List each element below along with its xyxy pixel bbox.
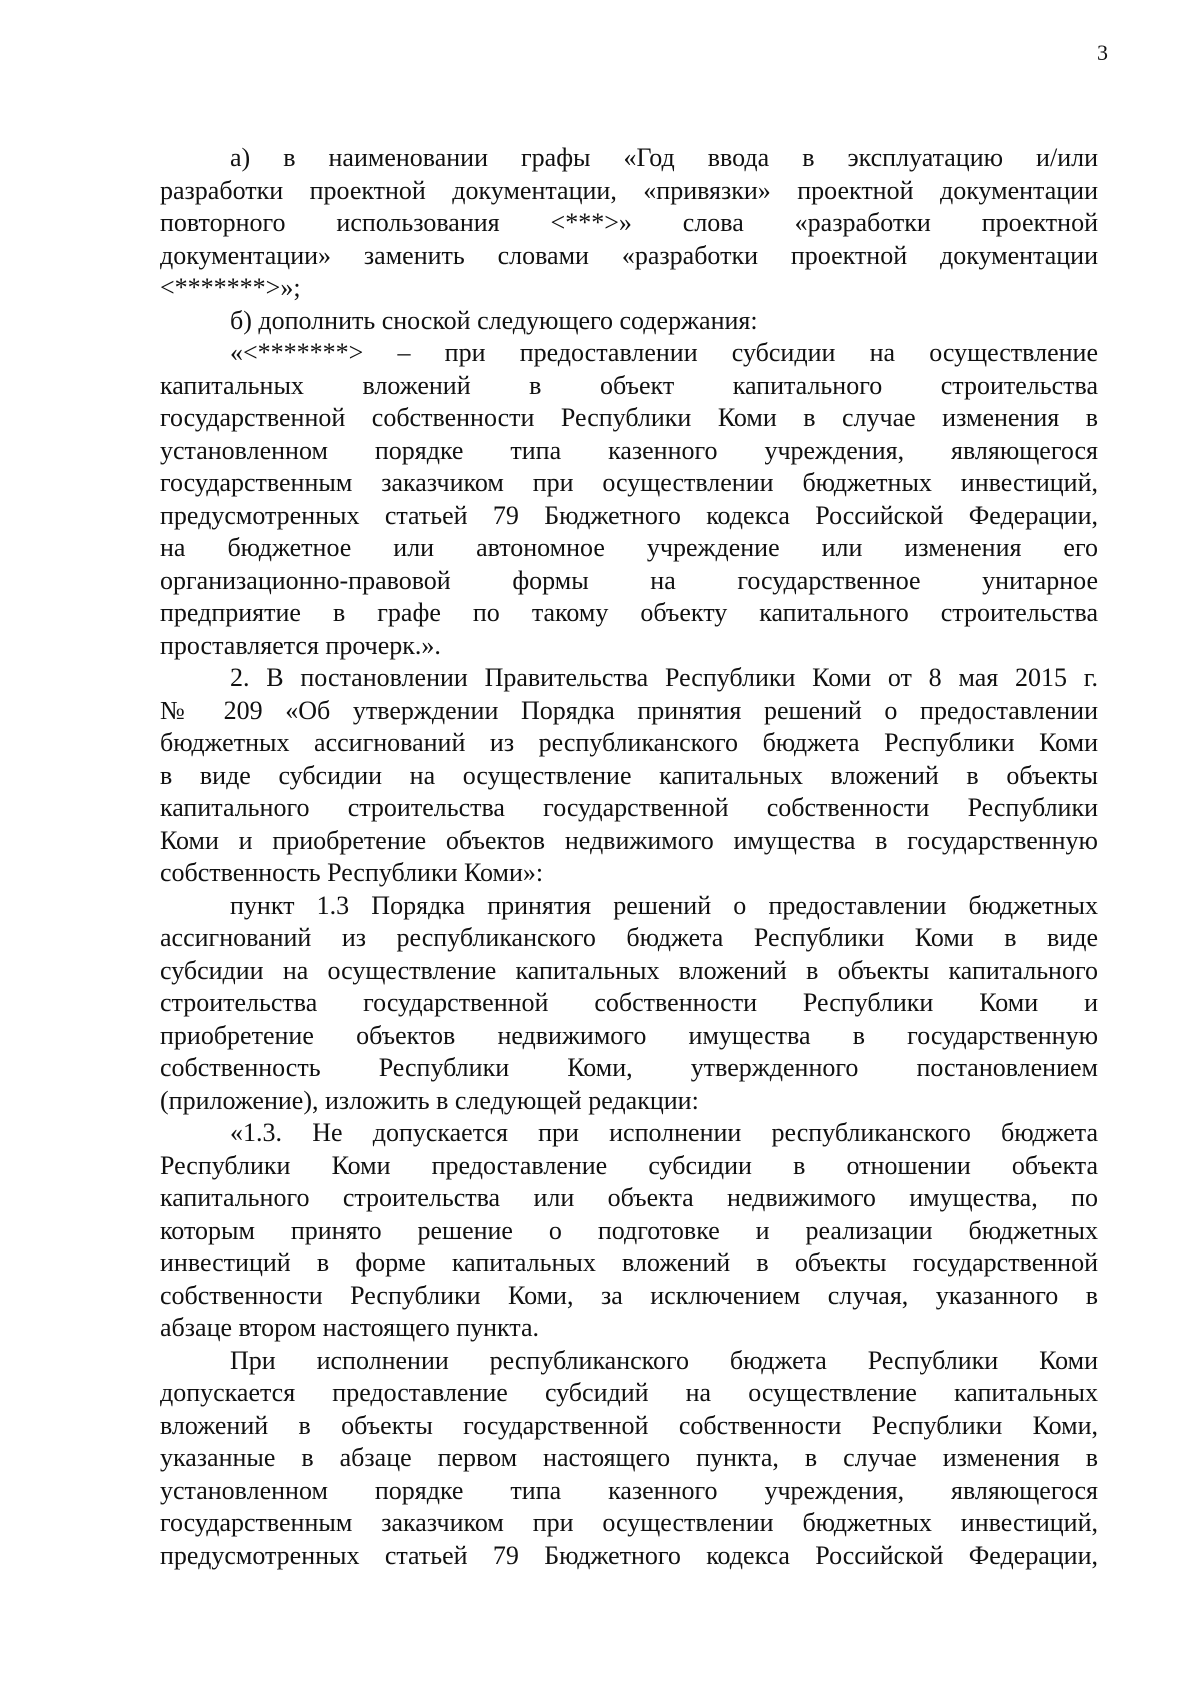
text-line: При исполнении республиканского бюджета Республики Коми bbox=[230, 1345, 1098, 1375]
text-line: приобретение объектов недвижимого имущества в государственную bbox=[160, 1020, 1098, 1050]
paragraph-b bbox=[160, 305, 1098, 338]
text-line: Республики Коми предоставление субсидии в отношении объекта bbox=[160, 1150, 1098, 1180]
text-line: документации» заменить словами «разработки проектной документации bbox=[160, 240, 1098, 270]
text-line: бюджетных ассигнований из республиканского бюджета Республики Коми bbox=[160, 728, 1098, 757]
text-line: собственности Республики Коми, за исключением случая, указанного в bbox=[160, 1280, 1098, 1310]
text-line: повторного использования <***>» слова «разработки проектной bbox=[160, 208, 1098, 237]
text-line: абзаце втором настоящего пункта. bbox=[160, 1313, 540, 1342]
text-line: собственность Республики Коми»: bbox=[160, 858, 544, 887]
text-line: собственность Республики Коми, утвержденного постановлением bbox=[160, 1053, 1098, 1082]
text-line: «1.3. Не допускается при исполнении республиканского бюджета bbox=[230, 1118, 1098, 1147]
text-line: допускается предоставление субсидий на осуществление капитальных bbox=[160, 1378, 1098, 1407]
text-line: ассигнований из республиканского бюджета Республики Коми в виде bbox=[160, 923, 1098, 952]
text-line: (приложение), изложить в следующей редакции: bbox=[160, 1085, 699, 1115]
text-line: предприятие в графе по такому объекту капитального строительства bbox=[160, 598, 1098, 627]
document-body bbox=[160, 142, 1098, 1572]
text-line: в виде субсидии на осуществление капитальных вложений в объекты bbox=[160, 760, 1098, 790]
paragraph-punkt bbox=[160, 890, 1098, 1118]
text-line: б) дополнить сноской следующего содержания: bbox=[230, 305, 758, 335]
text-line: государственной собственности Республики Коми в случае изменения в bbox=[160, 403, 1098, 432]
paragraph-1-3 bbox=[160, 1117, 1098, 1345]
text-line: проставляется прочерк.». bbox=[160, 630, 441, 660]
text-line: установленном порядке типа казенного учреждения, являющегося bbox=[160, 1475, 1098, 1505]
text-line: установленном порядке типа казенного учреждения, являющегося bbox=[160, 435, 1098, 465]
paragraph-footnote bbox=[160, 337, 1098, 662]
text-line: указанные в абзаце первом настоящего пункта, в случае изменения в bbox=[160, 1443, 1098, 1472]
text-line: <*******>»; bbox=[160, 273, 301, 302]
text-line: предусмотренных статьей 79 Бюджетного кодекса Российской Федерации, bbox=[160, 500, 1098, 530]
page-number: 3 bbox=[1097, 40, 1108, 65]
text-line: на бюджетное или автономное учреждение или изменения его bbox=[160, 533, 1098, 562]
text-line: предусмотренных статьей 79 Бюджетного кодекса Российской Федерации, bbox=[160, 1540, 1098, 1570]
text-line: Коми и приобретение объектов недвижимого имущества в государственную bbox=[160, 825, 1098, 855]
text-line: а) в наименовании графы «Год ввода в эксплуатацию и/или bbox=[230, 143, 1098, 172]
text-line: разработки проектной документации, «привязки» проектной документации bbox=[160, 175, 1098, 205]
text-line: капитального строительства или объекта недвижимого имущества, по bbox=[160, 1183, 1098, 1212]
text-line: пункт 1.3 Порядка принятия решений о предоставлении бюджетных bbox=[230, 890, 1098, 920]
paragraph-second-abzac bbox=[160, 1345, 1098, 1573]
text-line: государственным заказчиком при осуществлении бюджетных инвестиций, bbox=[160, 468, 1098, 497]
text-line: строительства государственной собственности Республики Коми и bbox=[160, 988, 1098, 1017]
text-line: государственным заказчиком при осуществлении бюджетных инвестиций, bbox=[160, 1508, 1098, 1537]
text-line: капитального строительства государственной собственности Республики bbox=[160, 793, 1098, 822]
paragraph-a bbox=[160, 142, 1098, 305]
text-line: инвестиций в форме капитальных вложений в объекты государственной bbox=[160, 1248, 1098, 1277]
text-line: субсидии на осуществление капитальных вложений в объекты капитального bbox=[160, 955, 1098, 985]
text-line: капитальных вложений в объект капитального строительства bbox=[160, 370, 1098, 400]
text-line: № 209 «Об утверждении Порядка принятия решений о предоставлении bbox=[160, 695, 1098, 725]
text-line: которым принято решение о подготовке и реализации бюджетных bbox=[160, 1215, 1098, 1245]
text-line: «<*******> – при предоставлении субсидии на осуществление bbox=[230, 338, 1098, 367]
text-line: 2. В постановлении Правительства Республики Коми от 8 мая 2015 г. bbox=[230, 663, 1098, 692]
text-line: организационно-правовой формы на государственное унитарное bbox=[160, 565, 1098, 595]
text-line: вложений в объекты государственной собственности Республики Коми, bbox=[160, 1410, 1098, 1440]
paragraph-2 bbox=[160, 662, 1098, 890]
